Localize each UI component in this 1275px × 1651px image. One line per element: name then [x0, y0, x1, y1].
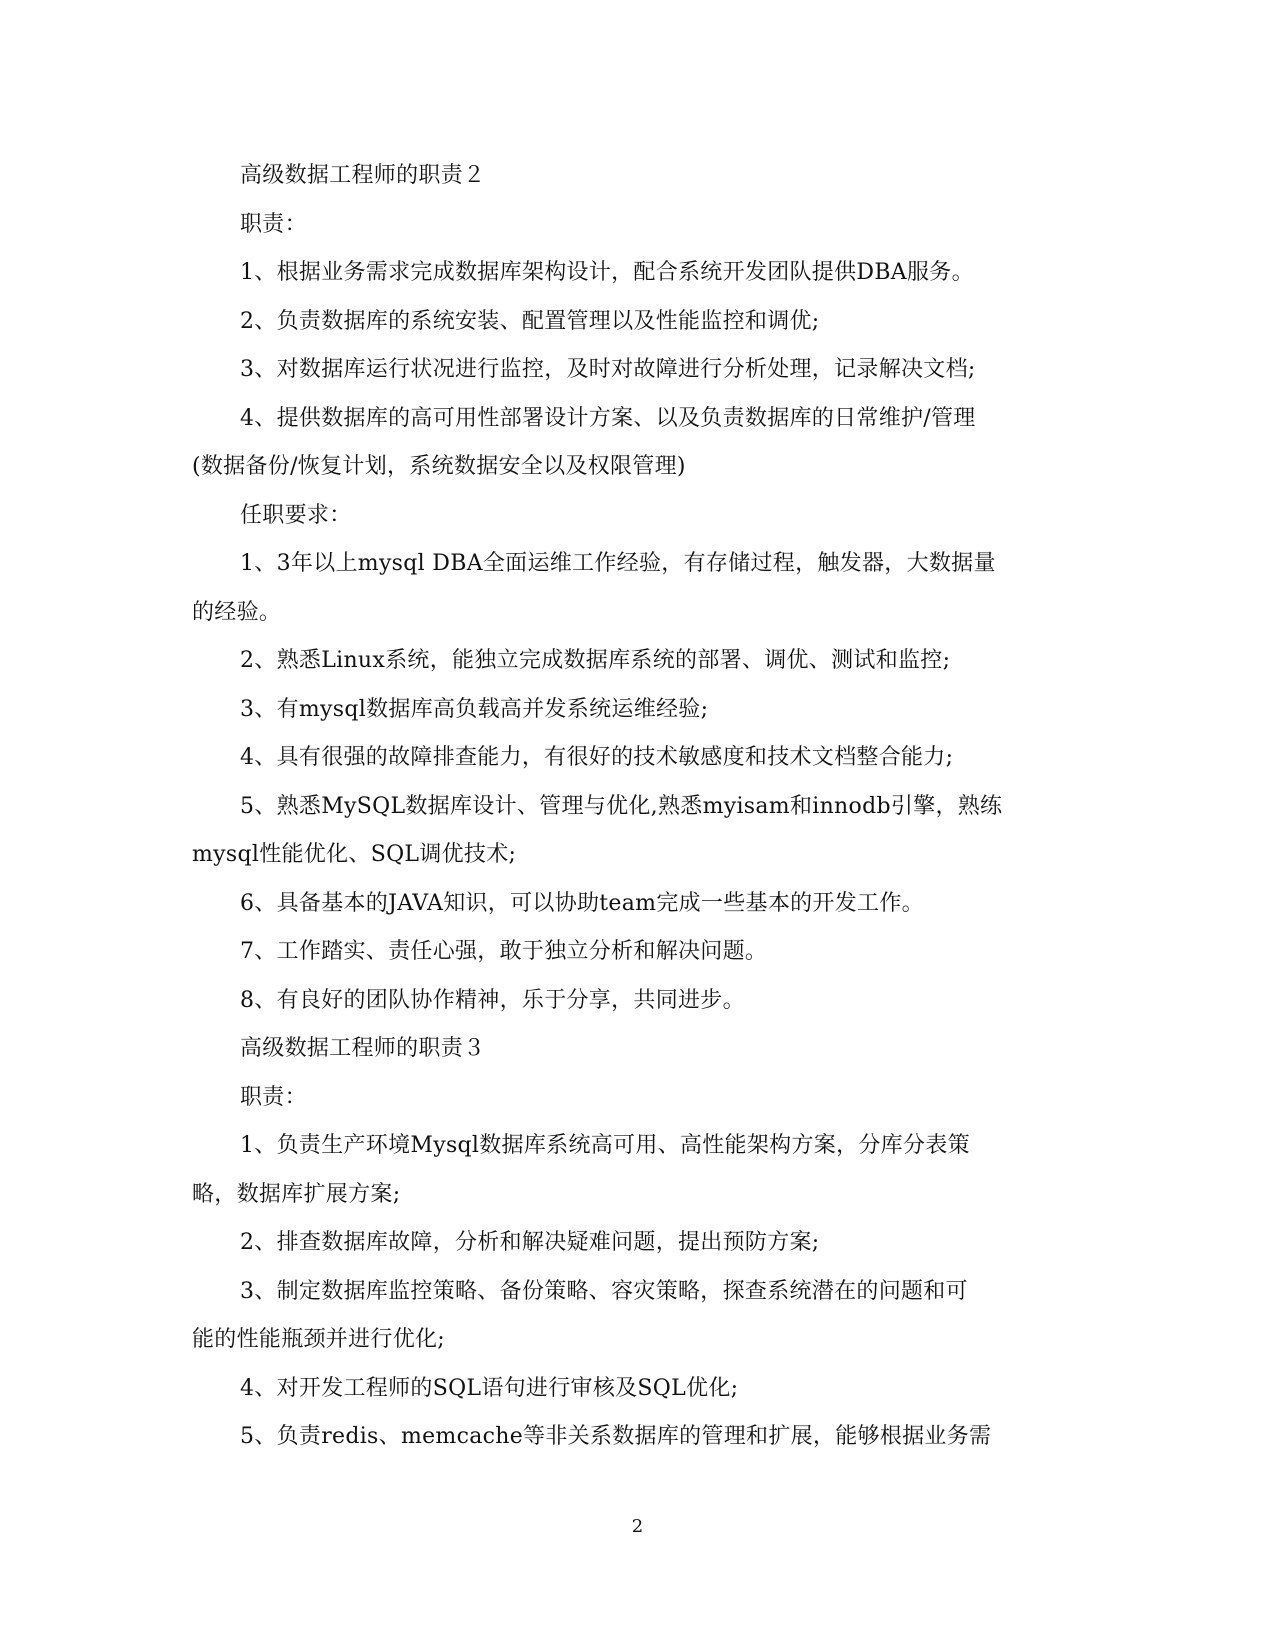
text-line: 的经验。: [192, 599, 282, 625]
text-line: 3、有mysql数据库高负载高并发系统运维经验;: [240, 696, 709, 722]
text-line: 5、负责redis、memcache等非关系数据库的管理和扩展，能够根据业务需: [240, 1424, 992, 1449]
text-line: 1、3年以上mysql DBA全面运维工作经验，有存储过程，触发器，大数据量: [240, 551, 996, 576]
page-number: 2: [631, 1516, 644, 1537]
text-line: 2、负责数据库的系统安装、配置管理以及性能监控和调优;: [240, 308, 820, 334]
text-line: 6、具备基本的JAVA知识，可以协助team完成一些基本的开发工作。: [240, 890, 924, 916]
text-line: 1、负责生产环境Mysql数据库系统高可用、高性能架构方案，分库分表策: [240, 1133, 970, 1158]
text-line: 3、制定数据库监控策略、备份策略、容灾策略，探查系统潜在的问题和可: [240, 1278, 968, 1304]
text-line: 高级数据工程师的职责３: [240, 1036, 486, 1061]
text-line: 高级数据工程师的职责２: [240, 163, 486, 188]
text-line: 能的性能瓶颈并进行优化;: [192, 1327, 446, 1352]
text-line: 8、有良好的团队协作精神，乐于分享，共同进步。: [240, 987, 745, 1013]
text-line: 3、对数据库运行状况进行监控，及时对故障进行分析处理，记录解决文档;: [240, 357, 976, 382]
text-line: 2、熟悉Linux系统，能独立完成数据库系统的部署、调优、测试和监控;: [240, 648, 951, 673]
text-line: 4、具有很强的故障排查能力，有很好的技术敏感度和技术文档整合能力;: [240, 745, 954, 770]
text-line: mysql性能优化、SQL调优技术;: [192, 842, 517, 867]
text-line: 5、熟悉MySQL数据库设计、管理与优化,熟悉myisam和innodb引擎，熟练: [240, 793, 1003, 819]
text-line: 1、根据业务需求完成数据库架构设计，配合系统开发团队提供DBA服务。: [240, 260, 974, 285]
text-line: 职责：: [240, 211, 307, 237]
text-line: 职责：: [240, 1084, 307, 1110]
text-line: 略，数据库扩展方案;: [192, 1181, 401, 1207]
text-line: (数据备份/恢复计划，系统数据安全以及权限管理): [192, 454, 686, 479]
text-line: 4、提供数据库的高可用性部署设计方案、以及负责数据库的日常维护/管理: [240, 405, 976, 431]
text-line: 4、对开发工程师的SQL语句进行审核及SQL优化;: [240, 1375, 739, 1401]
text-line: 任职要求：: [240, 502, 352, 528]
text-line: 7、工作踏实、责任心强，敢于独立分析和解决问题。: [240, 939, 768, 964]
document-body: [192, 152, 1072, 1462]
text-line: 2、排查数据库故障，分析和解决疑难问题，提出预防方案;: [240, 1230, 820, 1255]
